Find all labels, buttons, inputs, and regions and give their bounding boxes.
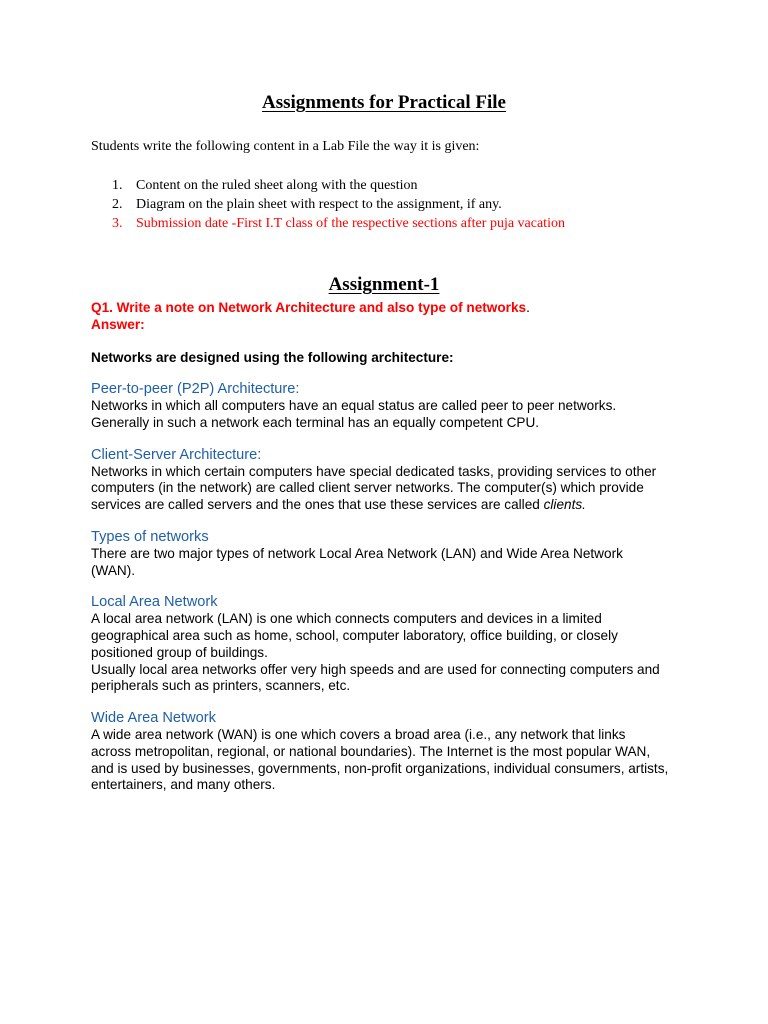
list-item-submission-date — [112, 214, 565, 233]
heading-wan: Wide Area Network — [91, 710, 216, 727]
paragraph-line: There are two major types of network Local Area Network (LAN) and Wide Area Network — [91, 545, 623, 561]
heading-client-server: Client-Server Architecture: — [91, 446, 262, 463]
paragraph-line: computers (in the network) are called client server networks. The computer(s) which provide — [91, 480, 644, 496]
paragraph-line: entertainers, and many others. — [91, 777, 276, 793]
heading-types-of-networks: Types of networks — [91, 528, 209, 545]
paragraph-line: geographical area such as home, school, computer laboratory, office building, or closely — [91, 627, 618, 643]
paragraph-line: peripherals such as printers, scanners, etc. — [91, 678, 351, 694]
question-text: Q1. Write a note on Network Architecture and also type of networks. — [91, 300, 530, 315]
instruction-list — [112, 176, 565, 233]
paragraph-line: (WAN). — [91, 562, 136, 578]
clients-term: clients — [543, 497, 583, 513]
list-item-text: Diagram on the plain sheet with respect to the assignment, if any. — [136, 197, 502, 212]
list-item — [112, 195, 565, 214]
list-item-text: Content on the ruled sheet along with the question — [136, 178, 418, 193]
architecture-lead: Networks are designed using the following architecture: — [91, 349, 454, 365]
answer-label: Answer: — [91, 316, 145, 332]
paragraph-line: and is used by businesses, governments, non-profit organizations, individual consumers, artists, — [91, 760, 669, 776]
paragraph-line: Networks in which certain computers have special dedicated tasks, providing services to other — [91, 463, 657, 479]
paragraph-line: Generally in such a network each terminal has an equally competent CPU. — [91, 414, 540, 430]
page-title — [0, 92, 768, 114]
list-item-number: 3. — [112, 216, 123, 231]
paragraph-line: services are called servers and the ones that use these services are called clients. — [91, 497, 586, 513]
assignment-title — [0, 274, 768, 296]
paragraph-line: A local area network (LAN) is one which connects computers and devices in a limited — [91, 611, 602, 627]
list-item — [112, 176, 565, 195]
assignment-body — [91, 300, 691, 794]
assignment-title-text: Assignment-1 — [328, 274, 440, 295]
paragraph-line: positioned group of buildings. — [91, 644, 268, 660]
list-item-text: Submission date -First I.T class of the respective sections after puja vacation — [136, 216, 565, 231]
paragraph-line: A wide area network (WAN) is one which covers a broad area (i.e., any network that links — [91, 726, 626, 742]
list-item-number: 1. — [112, 178, 123, 193]
paragraph-line: Networks in which all computers have an equal status are called peer to peer networks. — [91, 398, 617, 414]
heading-lan: Local Area Network — [91, 594, 218, 611]
intro-text: Students write the following content in a Lab File the way it is given: — [91, 139, 480, 154]
paragraph-line: across metropolitan, regional, or national boundaries). The Internet is the most popular WAN, — [91, 743, 651, 759]
list-item-number: 2. — [112, 197, 123, 212]
paragraph-line: Usually local area networks offer very high speeds and are used for connecting computers and — [91, 661, 660, 677]
heading-p2p: Peer-to-peer (P2P) Architecture: — [91, 381, 300, 398]
page-title-text: Assignments for Practical File — [262, 92, 506, 113]
